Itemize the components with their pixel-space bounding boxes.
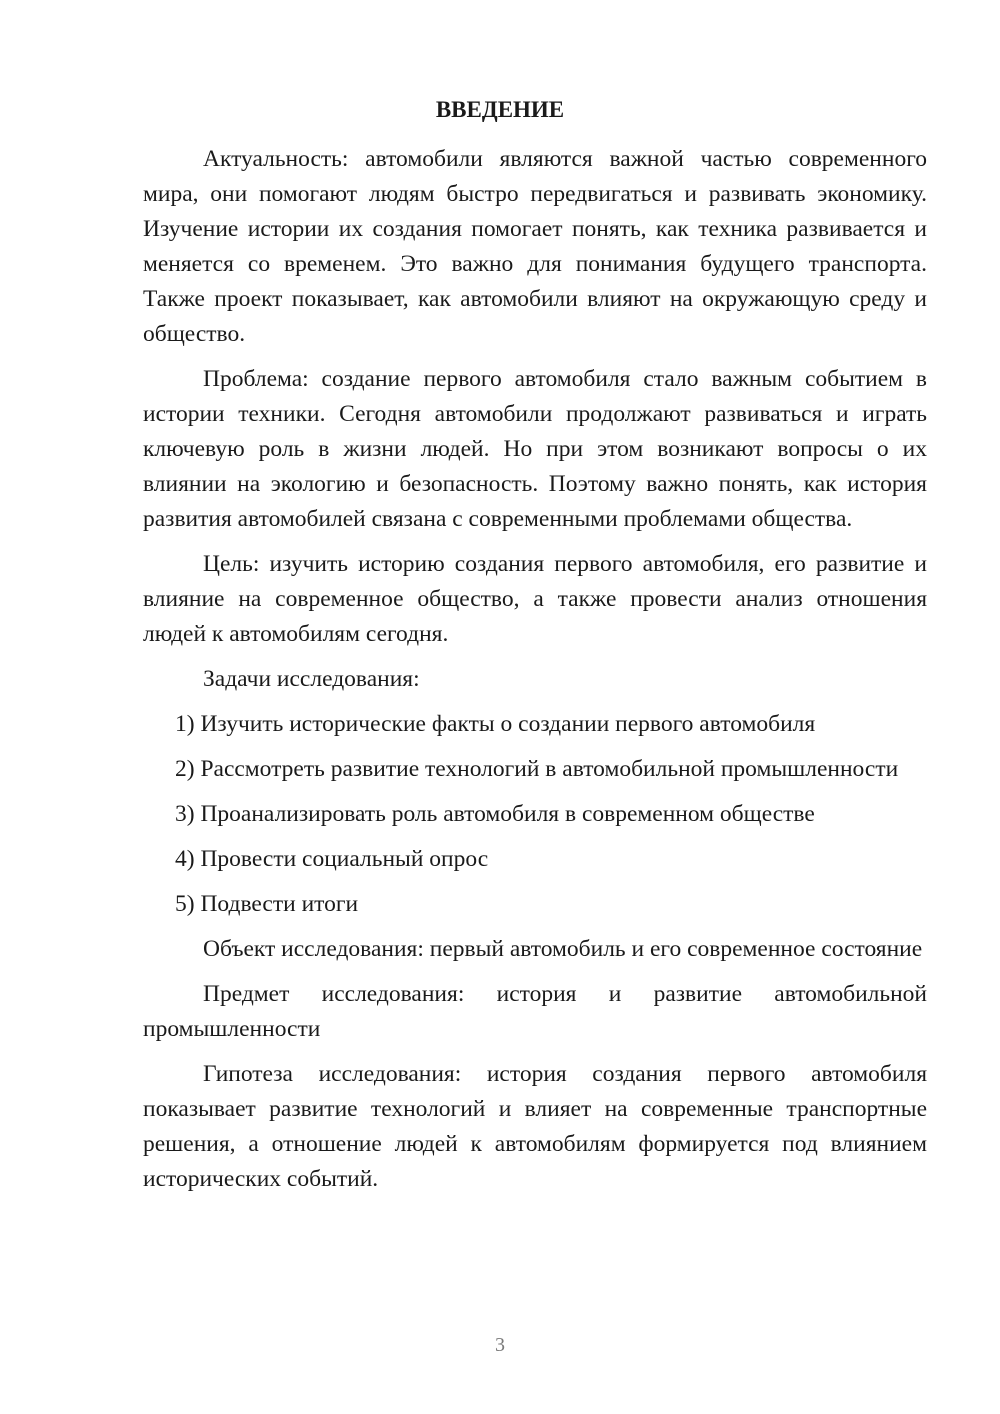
relevance-paragraph: Актуальность: автомобили являются важной частью современного мира, они помогают людям быстро передвигаться и развивать экономику. Изучение истории их создания помогает понять, как техника развивается и меняется со временем. Это важно для понимания будущего транспорта. Также проект показывает, как автомобили влияют на окружающую среду и общество. <box>143 146 927 347</box>
object-paragraph: Объект исследования: первый автомобиль и его современное состояние <box>203 936 923 962</box>
task-item-3: 3) Проанализировать роль автомобиля в современном обществе <box>175 801 815 827</box>
task-item-5: 5) Подвести итоги <box>175 891 359 917</box>
section-heading: ВВЕДЕНИЕ <box>435 97 565 122</box>
problem-paragraph: Проблема: создание первого автомобиля стало важным событием в истории техники. Сегодня автомобили продолжают развиваться и играть ключевую роль в жизни людей. Но при этом возникают вопросы о их влиянии на экологию и безопасность. Поэтому важно понять, как история развития автомобилей связана с современными проблемами общества. <box>143 366 927 532</box>
task-item-1: 1) Изучить исторические факты о создании первого автомобиля <box>175 711 816 737</box>
task-item-2: 2) Рассмотреть развитие технологий в автомобильной промышленности <box>175 756 899 782</box>
body-text <box>143 142 927 1197</box>
page-number: 3 <box>495 1334 505 1356</box>
hypothesis-paragraph: Гипотеза исследования: история создания первого автомобиля показывает развитие технологий и влияет на современные транспортные решения, а отношение людей к автомобилям формируется под влиянием исторических событий. <box>143 1061 927 1192</box>
tasks-heading: Задачи исследования: <box>203 666 420 692</box>
subject-paragraph: Предмет исследования: история и развитие автомобильной промышленности <box>143 981 927 1042</box>
goal-paragraph: Цель: изучить историю создания первого автомобиля, его развитие и влияние на современное общество, а также провести анализ отношения людей к автомобилям сегодня. <box>143 551 927 647</box>
task-item-4: 4) Провести социальный опрос <box>175 846 489 872</box>
